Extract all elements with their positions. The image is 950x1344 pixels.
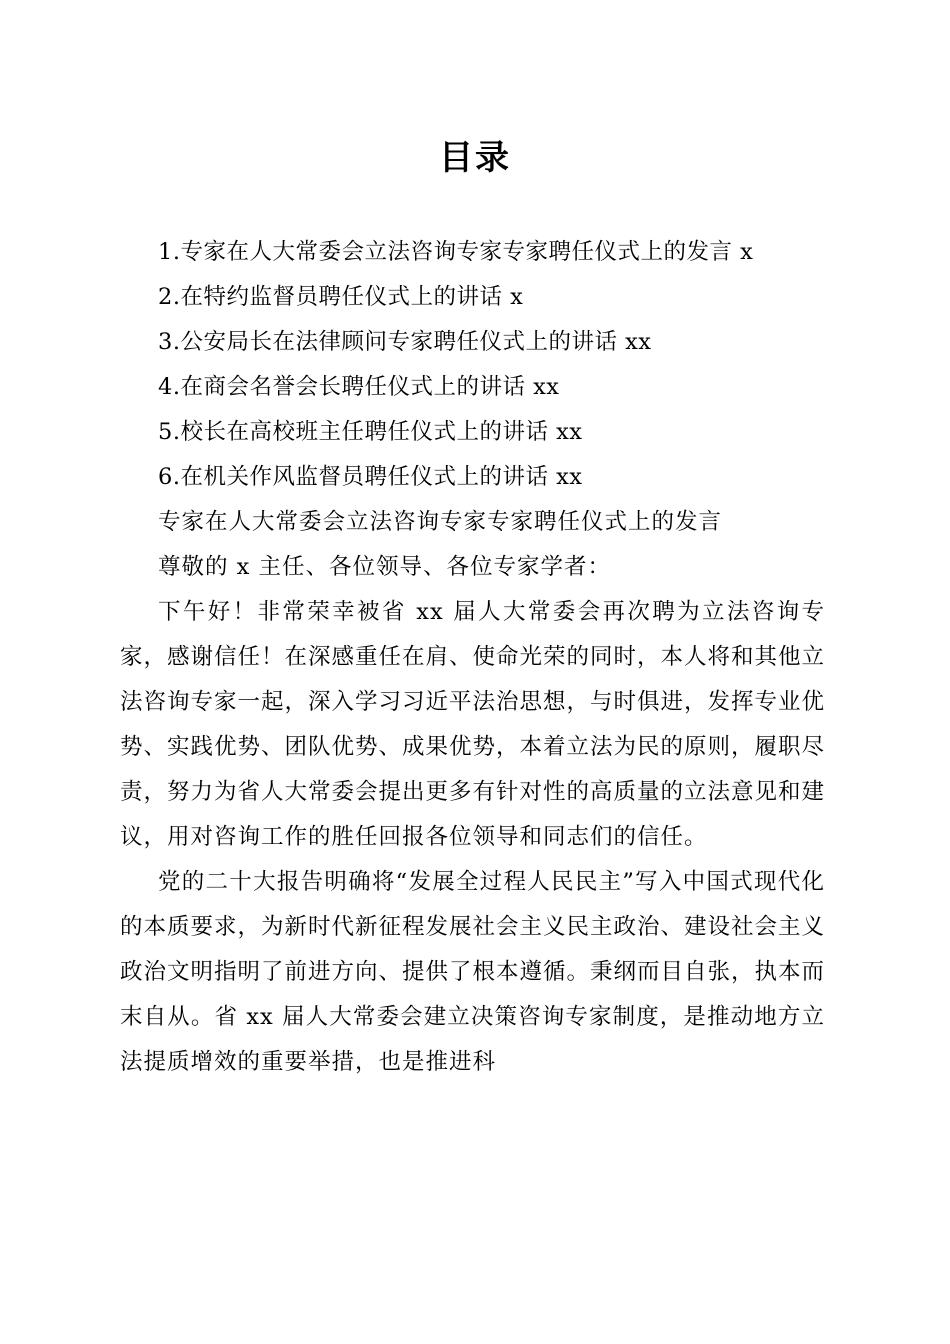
toc-item: 3.公安局长在法律顾问专家聘任仪式上的讲话 xx [158,329,652,355]
table-of-contents [158,230,838,500]
body-text [120,500,825,1085]
toc-item: 1.专家在人大常委会立法咨询专家专家聘任仪式上的发言 x [158,239,754,265]
toc-item: 4.在商会名誉会长聘任仪式上的讲话 xx [158,374,560,400]
body-paragraph: 下午好！非常荣幸被省 xx 届人大常委会再次聘为立法咨询专家，感谢信任！在深感重任在肩、使命光荣的同时，本人将和其他立法咨询专家一起，深入学习习近平法治思想，与时俱进，发挥专业优势、实践优势、团队优势、成果优势，本着立法为民的原则，履职尽责，努力为省人大常委会提出更多有针对性的高质量的立法意见和建议，用对咨询工作的胜任回报各位领导和同志们的信任。 [120,599,826,850]
body-paragraph: 党的二十大报告明确将“发展全过程人民民主”写入中国式现代化的本质要求，为新时代新征程发展社会主义民主政治、建设社会主义政治文明指明了前进方向、提供了根本遵循。秉纲而目自张，执本而末自从。省 xx 届人大常委会建立决策咨询专家制度，是推动地方立法提质增效的重要举措，也是推进科 [120,869,826,1075]
section-heading: 专家在人大常委会立法咨询专家专家聘任仪式上的发言 [158,509,723,535]
document-title: 目录 [439,138,511,178]
toc-item: 2.在特约监督员聘任仪式上的讲话 x [158,284,524,310]
salutation: 尊敬的 x 主任、各位领导、各位专家学者： [158,554,611,580]
toc-item: 5.校长在高校班主任聘任仪式上的讲话 xx [158,419,583,445]
toc-item: 6.在机关作风监督员聘任仪式上的讲话 xx [158,464,583,490]
